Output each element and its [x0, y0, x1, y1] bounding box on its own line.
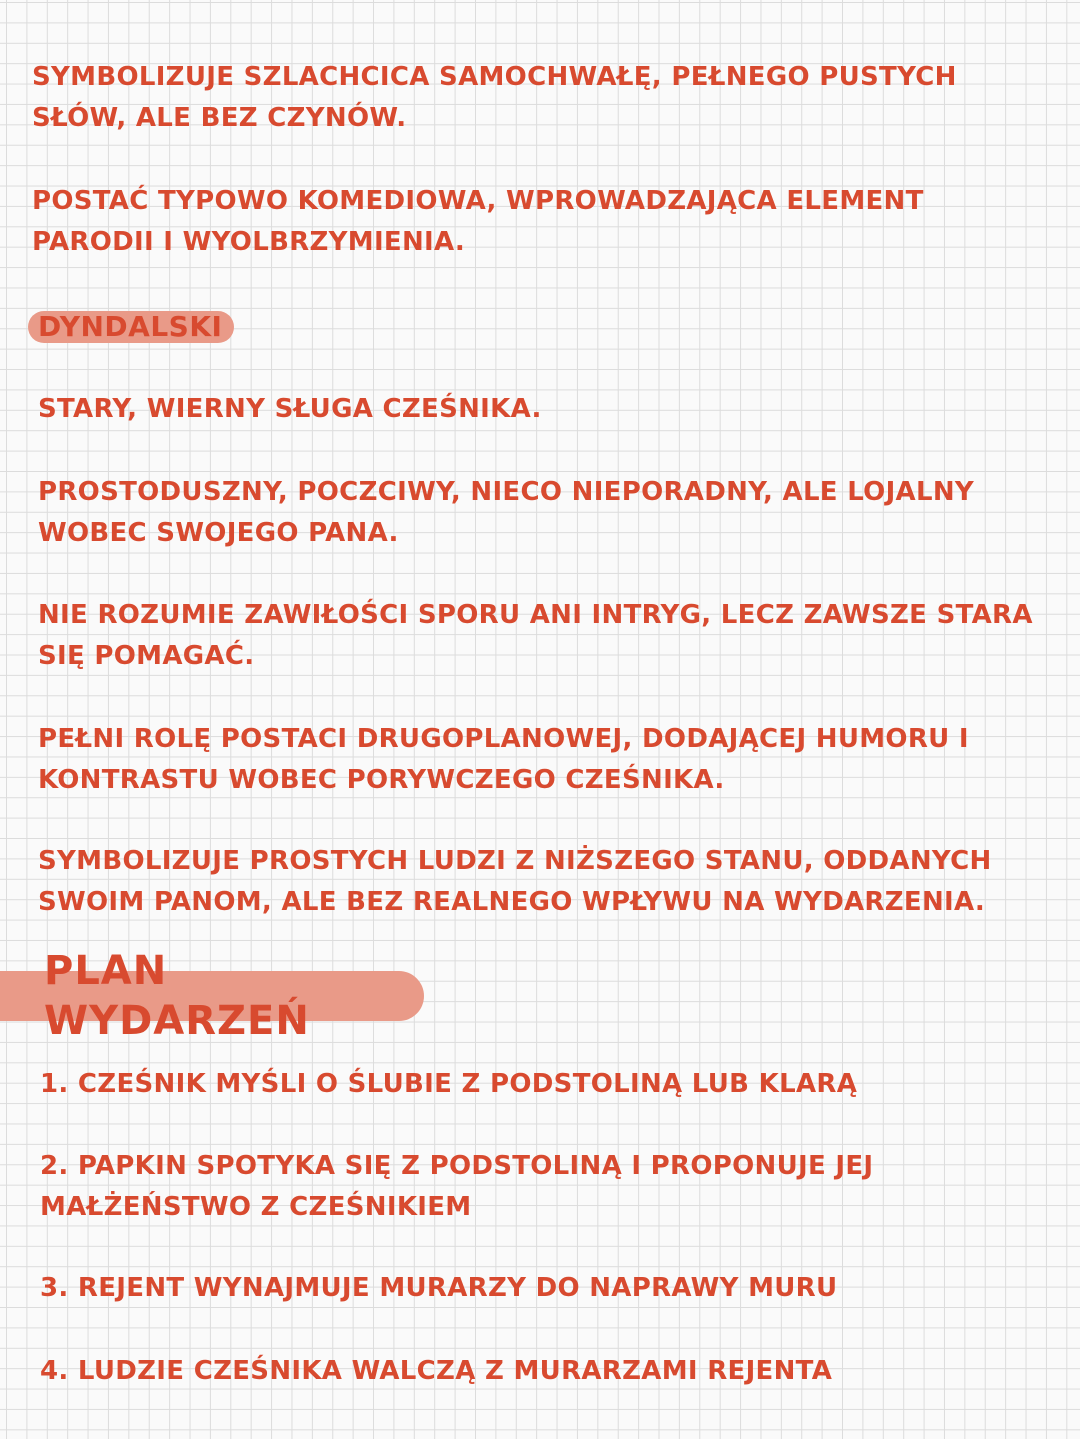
plan-item: 2. PAPKIN SPOTYKA SIĘ Z PODSTOLINĄ I PROPONUJE JEJ MAŁŻEŃSTWO Z CZEŚNIKIEM — [40, 1151, 874, 1222]
plan-item: 1. CZEŚNIK MYŚLI O ŚLUBIE Z PODSTOLINĄ LUB KLARĄ — [40, 1069, 858, 1099]
dyndalski-understanding-paragraph: NIE ROZUMIE ZAWIŁOŚCI SPORU ANI INTRYG, LECZ ZAWSZE STARA SIĘ POMAGAĆ. — [38, 600, 1033, 671]
plan-heading-label: PLAN WYDARZEŃ — [44, 948, 310, 1044]
dyndalski-heading — [28, 311, 234, 343]
dyndalski-character-paragraph: PROSTODUSZNY, POCZCIWY, NIECO NIEPORADNY, ALE LOJALNY WOBEC SWOJEGO PANA. — [38, 477, 975, 548]
dyndalski-role-paragraph: PEŁNI ROLĘ POSTACI DRUGOPLANOWEJ, DODAJĄCEJ HUMORU I KONTRASTU WOBEC PORYWCZEGO CZEŚNIKA. — [38, 724, 969, 795]
plan-heading — [0, 948, 424, 1044]
plan-item: 4. LUDZIE CZEŚNIKA WALCZĄ Z MURARZAMI REJENTA — [40, 1356, 833, 1386]
dyndalski-symbol-paragraph: SYMBOLIZUJE PROSTYCH LUDZI Z NIŻSZEGO STANU, ODDANYCH SWOIM PANOM, ALE BEZ REALNEGO WPŁYWU NA WYDARZENIA. — [38, 846, 992, 917]
papkin-comedy-paragraph: POSTAĆ TYPOWO KOMEDIOWA, WPROWADZAJĄCA ELEMENT PARODII I WYOLBRZYMIENIA. — [32, 186, 924, 257]
plan-item: 3. REJENT WYNAJMUJE MURARZY DO NAPRAWY MURU — [40, 1273, 838, 1303]
papkin-symbol-paragraph: SYMBOLIZUJE SZLACHCICA SAMOCHWAŁĘ, PEŁNEGO PUSTYCH SŁÓW, ALE BEZ CZYNÓW. — [32, 62, 957, 133]
dyndalski-heading-label: DYNDALSKI — [38, 310, 223, 343]
dyndalski-servant-paragraph: STARY, WIERNY SŁUGA CZEŚNIKA. — [38, 394, 542, 424]
